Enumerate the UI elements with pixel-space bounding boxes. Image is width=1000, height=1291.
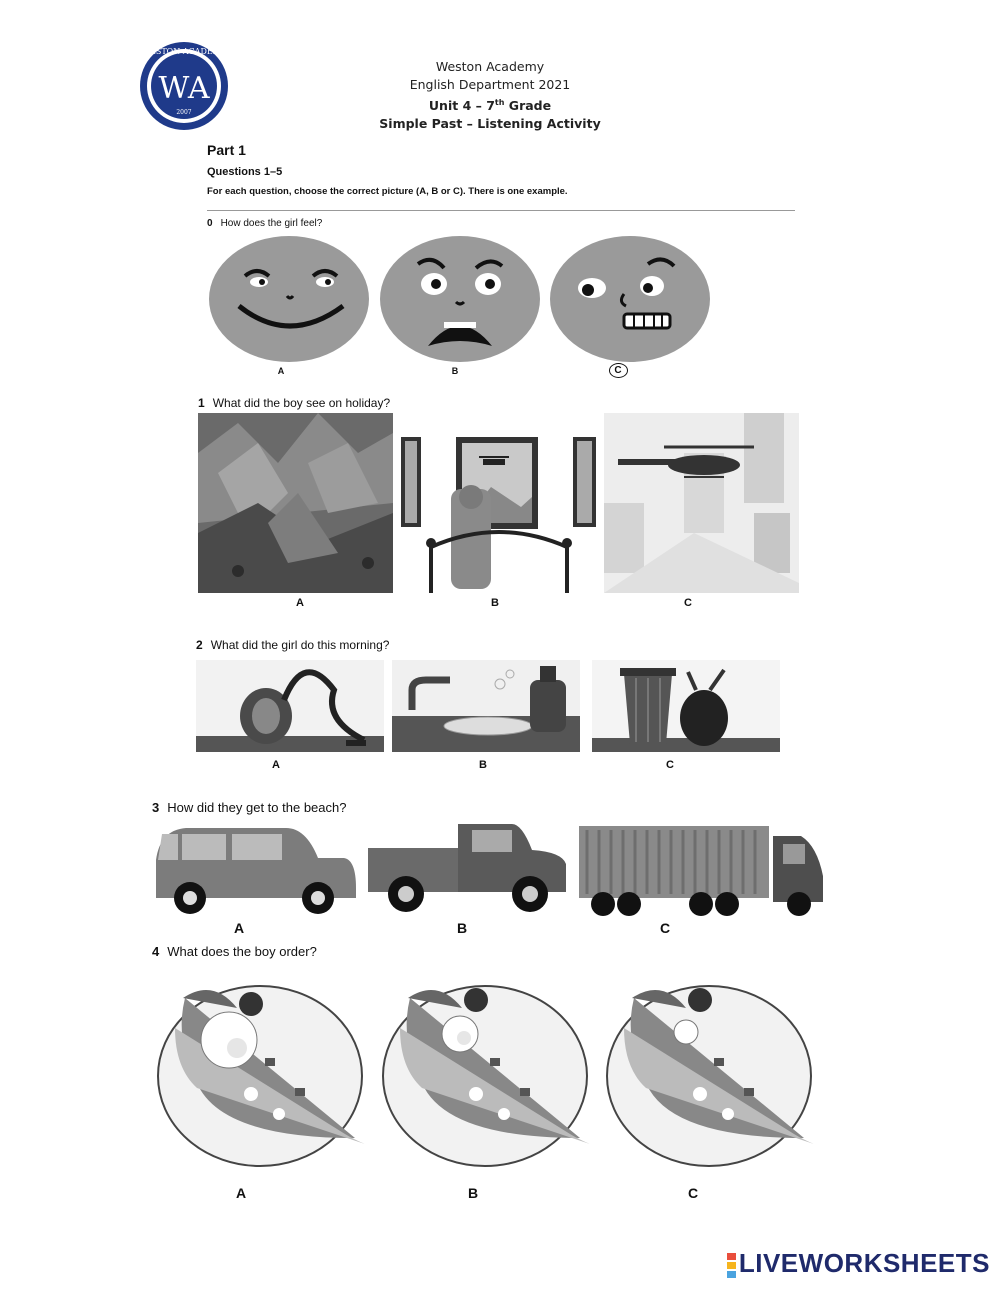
option-label: B xyxy=(451,366,459,376)
option-label: A xyxy=(296,597,304,609)
option-label: A xyxy=(233,920,245,936)
option-label: C xyxy=(666,759,674,771)
scared-face-icon xyxy=(378,234,542,364)
question-2: 2 What did the girl do this morning? xyxy=(196,638,390,652)
option-label: C xyxy=(687,1185,699,1201)
pickup-truck-icon[interactable] xyxy=(366,822,570,914)
question-0: 0 How does the girl feel? xyxy=(207,218,323,229)
school-name: Weston Academy xyxy=(435,59,545,74)
liveworksheets-watermark: LIVEWORKSHEETS xyxy=(727,1248,990,1279)
mountains-picture-icon[interactable] xyxy=(198,413,393,593)
pizza-small-egg-icon[interactable] xyxy=(604,978,814,1168)
option-label: B xyxy=(467,1185,479,1201)
worried-face-icon xyxy=(548,234,712,364)
svg-text:WA: WA xyxy=(158,71,210,106)
svg-text:2007: 2007 xyxy=(176,109,192,116)
option-label: A xyxy=(272,759,280,771)
question-3: 3 How did they get to the beach? xyxy=(152,800,347,815)
option-label: A xyxy=(277,366,285,376)
car-icon[interactable] xyxy=(152,824,356,916)
questions-range: Questions 1–5 xyxy=(207,166,283,178)
city-helicopter-icon[interactable] xyxy=(604,413,799,593)
vacuum-cleaner-icon[interactable] xyxy=(196,660,384,752)
option-label: B xyxy=(491,597,499,609)
school-logo xyxy=(138,40,230,132)
museum-painting-icon[interactable] xyxy=(401,437,596,617)
option-label: B xyxy=(456,920,468,936)
department: English Department 2021 xyxy=(409,77,571,92)
part-title: Part 1 xyxy=(207,142,246,158)
option-label: C xyxy=(659,920,671,936)
instruction: For each question, choose the correct picture (A, B or C). There is one example. xyxy=(207,186,568,197)
option-label: C xyxy=(684,597,692,609)
header-block xyxy=(330,58,650,133)
unit-grade: Unit 4 – 7th Grade xyxy=(428,98,552,114)
pizza-medium-egg-icon[interactable] xyxy=(380,978,590,1168)
happy-face-icon xyxy=(207,234,371,364)
svg-text:WESTON ACADEMY: WESTON ACADEMY xyxy=(141,47,227,56)
liveworksheets-logo-icon xyxy=(727,1252,736,1279)
subject: Simple Past – Listening Activity xyxy=(379,116,601,132)
option-label: A xyxy=(235,1185,247,1201)
selected-option-label: C xyxy=(603,363,633,378)
washing-dishes-icon[interactable] xyxy=(392,660,580,752)
divider xyxy=(207,210,795,211)
question-4: 4 What does the boy order? xyxy=(152,944,317,959)
trash-bin-icon[interactable] xyxy=(592,660,780,752)
container-truck-icon[interactable] xyxy=(577,822,827,918)
option-label: B xyxy=(479,759,487,771)
pizza-large-egg-icon[interactable] xyxy=(155,978,365,1168)
question-1: 1 What did the boy see on holiday? xyxy=(198,396,391,410)
